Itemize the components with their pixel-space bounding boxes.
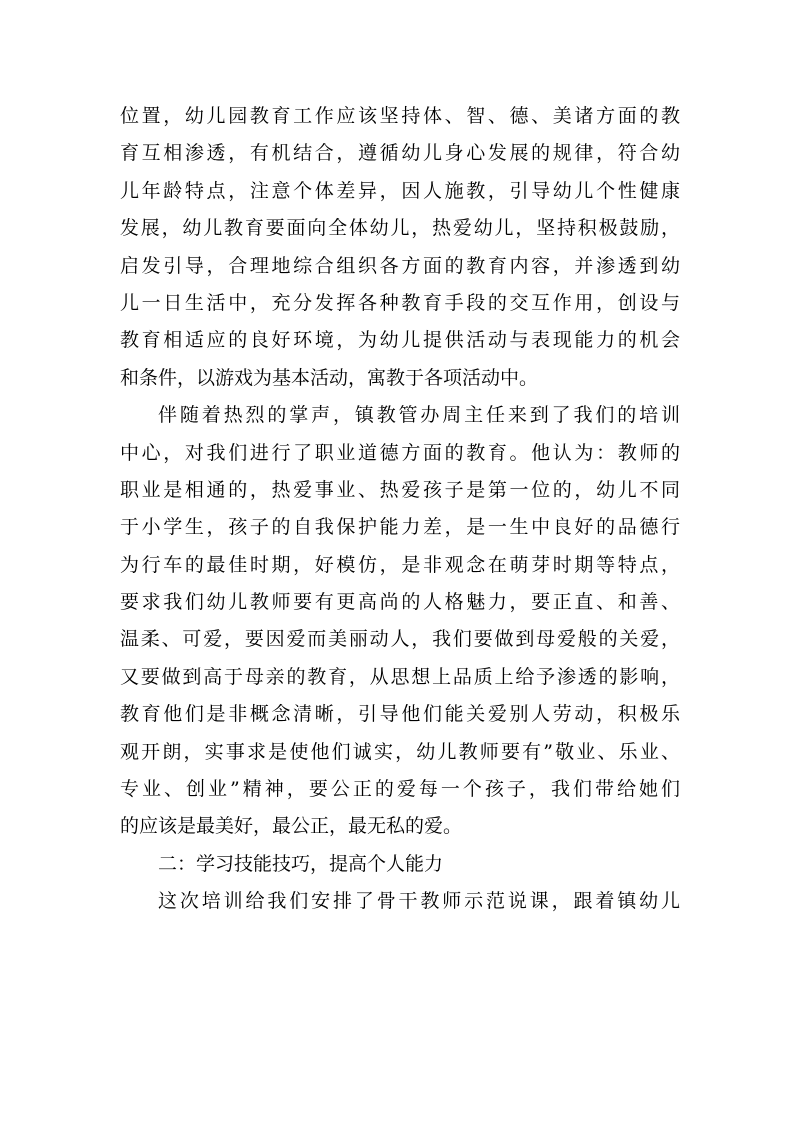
text-line: 位置，幼儿园教育工作应该坚持体、智、德、美诸方面的教 — [120, 105, 680, 127]
text-line: 观开朗，实事求是使他们诚实，幼儿教师要有”敬业、乐业、 — [120, 740, 680, 763]
text-line: 要求我们幼儿教师要有更高尚的人格魅力，要正直、和善、 — [120, 591, 680, 614]
text-line: 伴随着热烈的掌声，镇教管办周主任来到了我们的培训 — [158, 404, 680, 427]
text-line: 教育相适应的良好环境，为幼儿提供活动与表现能力的机会 — [120, 329, 680, 352]
text-line: 温柔、可爱，要因爱而美丽动人，我们要做到母爱般的关爱， — [120, 628, 680, 651]
text-line: 和条件，以游戏为基本活动，寓教于各项活动中。 — [120, 366, 539, 389]
document-body — [120, 98, 680, 921]
text-line: 发展，幼儿教育要面向全体幼儿，热爱幼儿，坚持积极鼓励， — [120, 217, 680, 240]
text-line: 育互相渗透，有机结合，遵循幼儿身心发展的规律，符合幼 — [120, 142, 680, 165]
text-line: 二：学习技能技巧，提高个人能力 — [158, 852, 444, 875]
text-line: 职业是相通的，热爱事业、热爱孩子是第一位的，幼儿不同 — [120, 478, 680, 501]
text-line: 于小学生，孩子的自我保护能力差，是一生中良好的品德行 — [120, 516, 680, 539]
text-line: 教育他们是非概念清晰，引导他们能关爱别人劳动，积极乐 — [120, 703, 680, 726]
text-line: 专业、创业”精神，要公正的爱每一个孩子，我们带给她们 — [120, 778, 680, 801]
text-line: 启发引导，合理地综合组织各方面的教育内容，并渗透到幼 — [120, 254, 680, 277]
text-line: 儿年龄特点，注意个体差异，因人施教，引导幼儿个性健康 — [120, 179, 680, 202]
text-line: 又要做到高于母亲的教育，从思想上品质上给予渗透的影响， — [120, 665, 680, 688]
text-line: 这次培训给我们安排了骨干教师示范说课，跟着镇幼儿 — [158, 890, 680, 913]
text-line: 为行车的最佳时期，好模仿，是非观念在萌芽时期等特点， — [120, 553, 680, 576]
text-line: 中心，对我们进行了职业道德方面的教育。他认为：教师的 — [120, 441, 680, 464]
text-line: 的应该是最美好，最公正，最无私的爱。 — [120, 815, 463, 838]
text-line: 儿一日生活中，充分发挥各种教育手段的交互作用，创设与 — [120, 291, 680, 314]
